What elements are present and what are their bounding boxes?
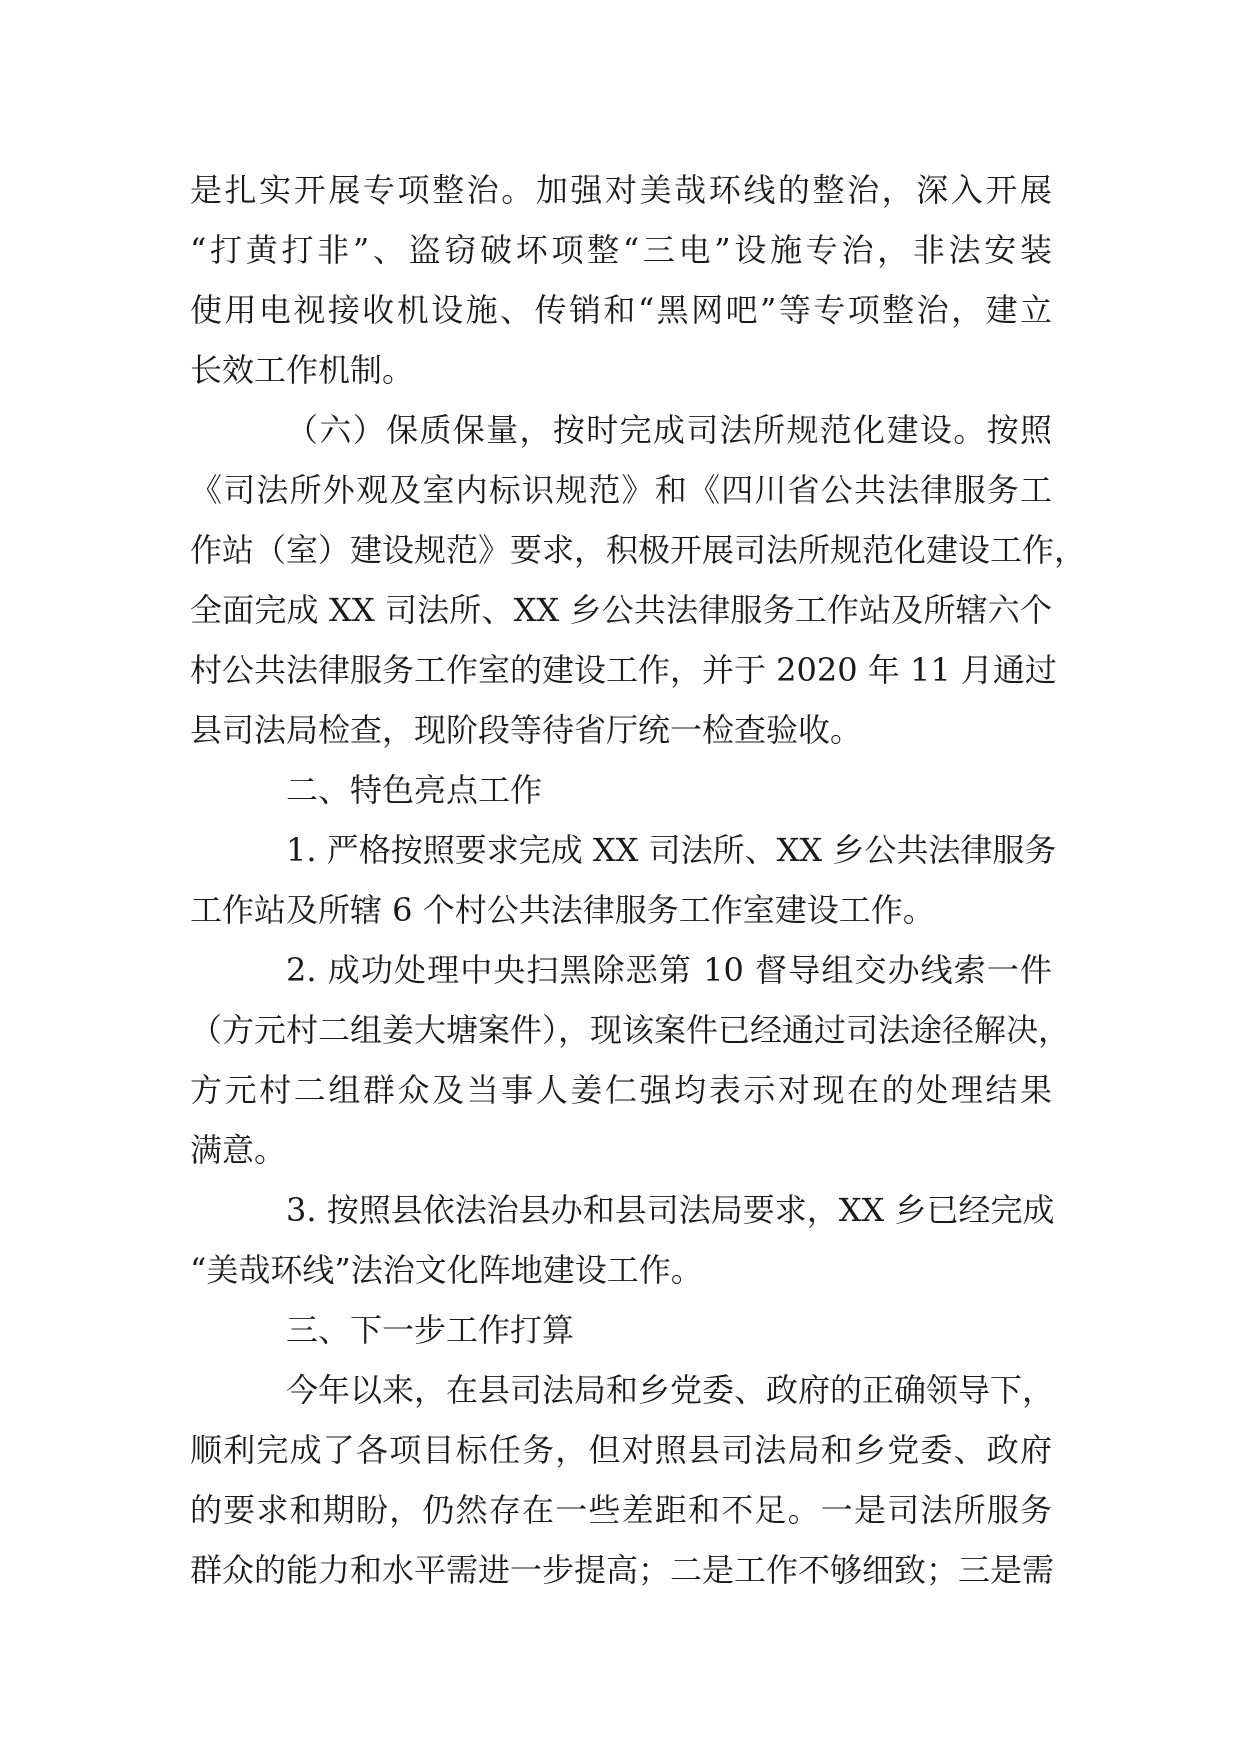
list-item-2: 2. 成功处理中央扫黑除恶第 10 督导组交办线索一件 xyxy=(286,951,1052,989)
text-line: 村公共法律服务工作室的建设工作，并于 2020 年 11 月通过 xyxy=(190,651,1057,689)
text-line: 是扎实开展专项整治。加强对美哉环线的整治，深入开展 xyxy=(190,171,1052,209)
text-line: 群众的能力和水平需进一步提高；二是工作不够细致；三是需 xyxy=(190,1551,1055,1589)
text-line: 今年以来，在县司法局和乡党委、政府的正确领导下， xyxy=(286,1371,1055,1409)
section-heading: 三、下一步工作打算 xyxy=(286,1311,575,1349)
text-line: 的要求和期盼，仍然存在一些差距和不足。一是司法所服务 xyxy=(190,1491,1052,1529)
text-line: 方元村二组群众及当事人姜仁强均表示对现在的处理结果 xyxy=(190,1071,1052,1109)
text-line: （方元村二组姜大塘案件），现该案件已经通过司法途径解决， xyxy=(190,1011,1071,1049)
section-heading: 二、特色亮点工作 xyxy=(286,771,543,809)
text-line: “打黄打非”、盗窃破坏项整“三电”设施专治，非法安装 xyxy=(190,231,1052,269)
section-heading-six: （六）保质保量，按时完成司法所规范化建设。按照 xyxy=(286,411,1052,449)
text-line: 满意。 xyxy=(190,1131,287,1169)
text-line: 《司法所外观及室内标识规范》和《四川省公共法律服务工 xyxy=(190,471,1052,509)
list-item-1: 1. 严格按照要求完成 XX 司法所、XX 乡公共法律服务 xyxy=(286,831,1057,869)
text-line: 长效工作机制。 xyxy=(190,351,415,389)
text-line: 顺利完成了各项目标任务，但对照县司法局和乡党委、政府 xyxy=(190,1431,1052,1469)
text-line: 县司法局检查，现阶段等待省厅统一检查验收。 xyxy=(190,711,863,749)
list-item-3: 3. 按照县依法治县办和县司法局要求，XX 乡已经完成 xyxy=(286,1191,1055,1229)
text-line: 使用电视接收机设施、传销和“黑网吧”等专项整治，建立 xyxy=(190,291,1052,329)
text-line: “美哉环线”法治文化阵地建设工作。 xyxy=(190,1251,703,1289)
text-line: 全面完成 XX 司法所、XX 乡公共法律服务工作站及所辖六个 xyxy=(190,591,1052,629)
document-body xyxy=(190,160,1087,1600)
text-line: 作站（室）建设规范》要求，积极开展司法所规范化建设工作， xyxy=(190,531,1087,569)
text-line: 工作站及所辖 6 个村公共法律服务工作室建设工作。 xyxy=(190,891,935,929)
